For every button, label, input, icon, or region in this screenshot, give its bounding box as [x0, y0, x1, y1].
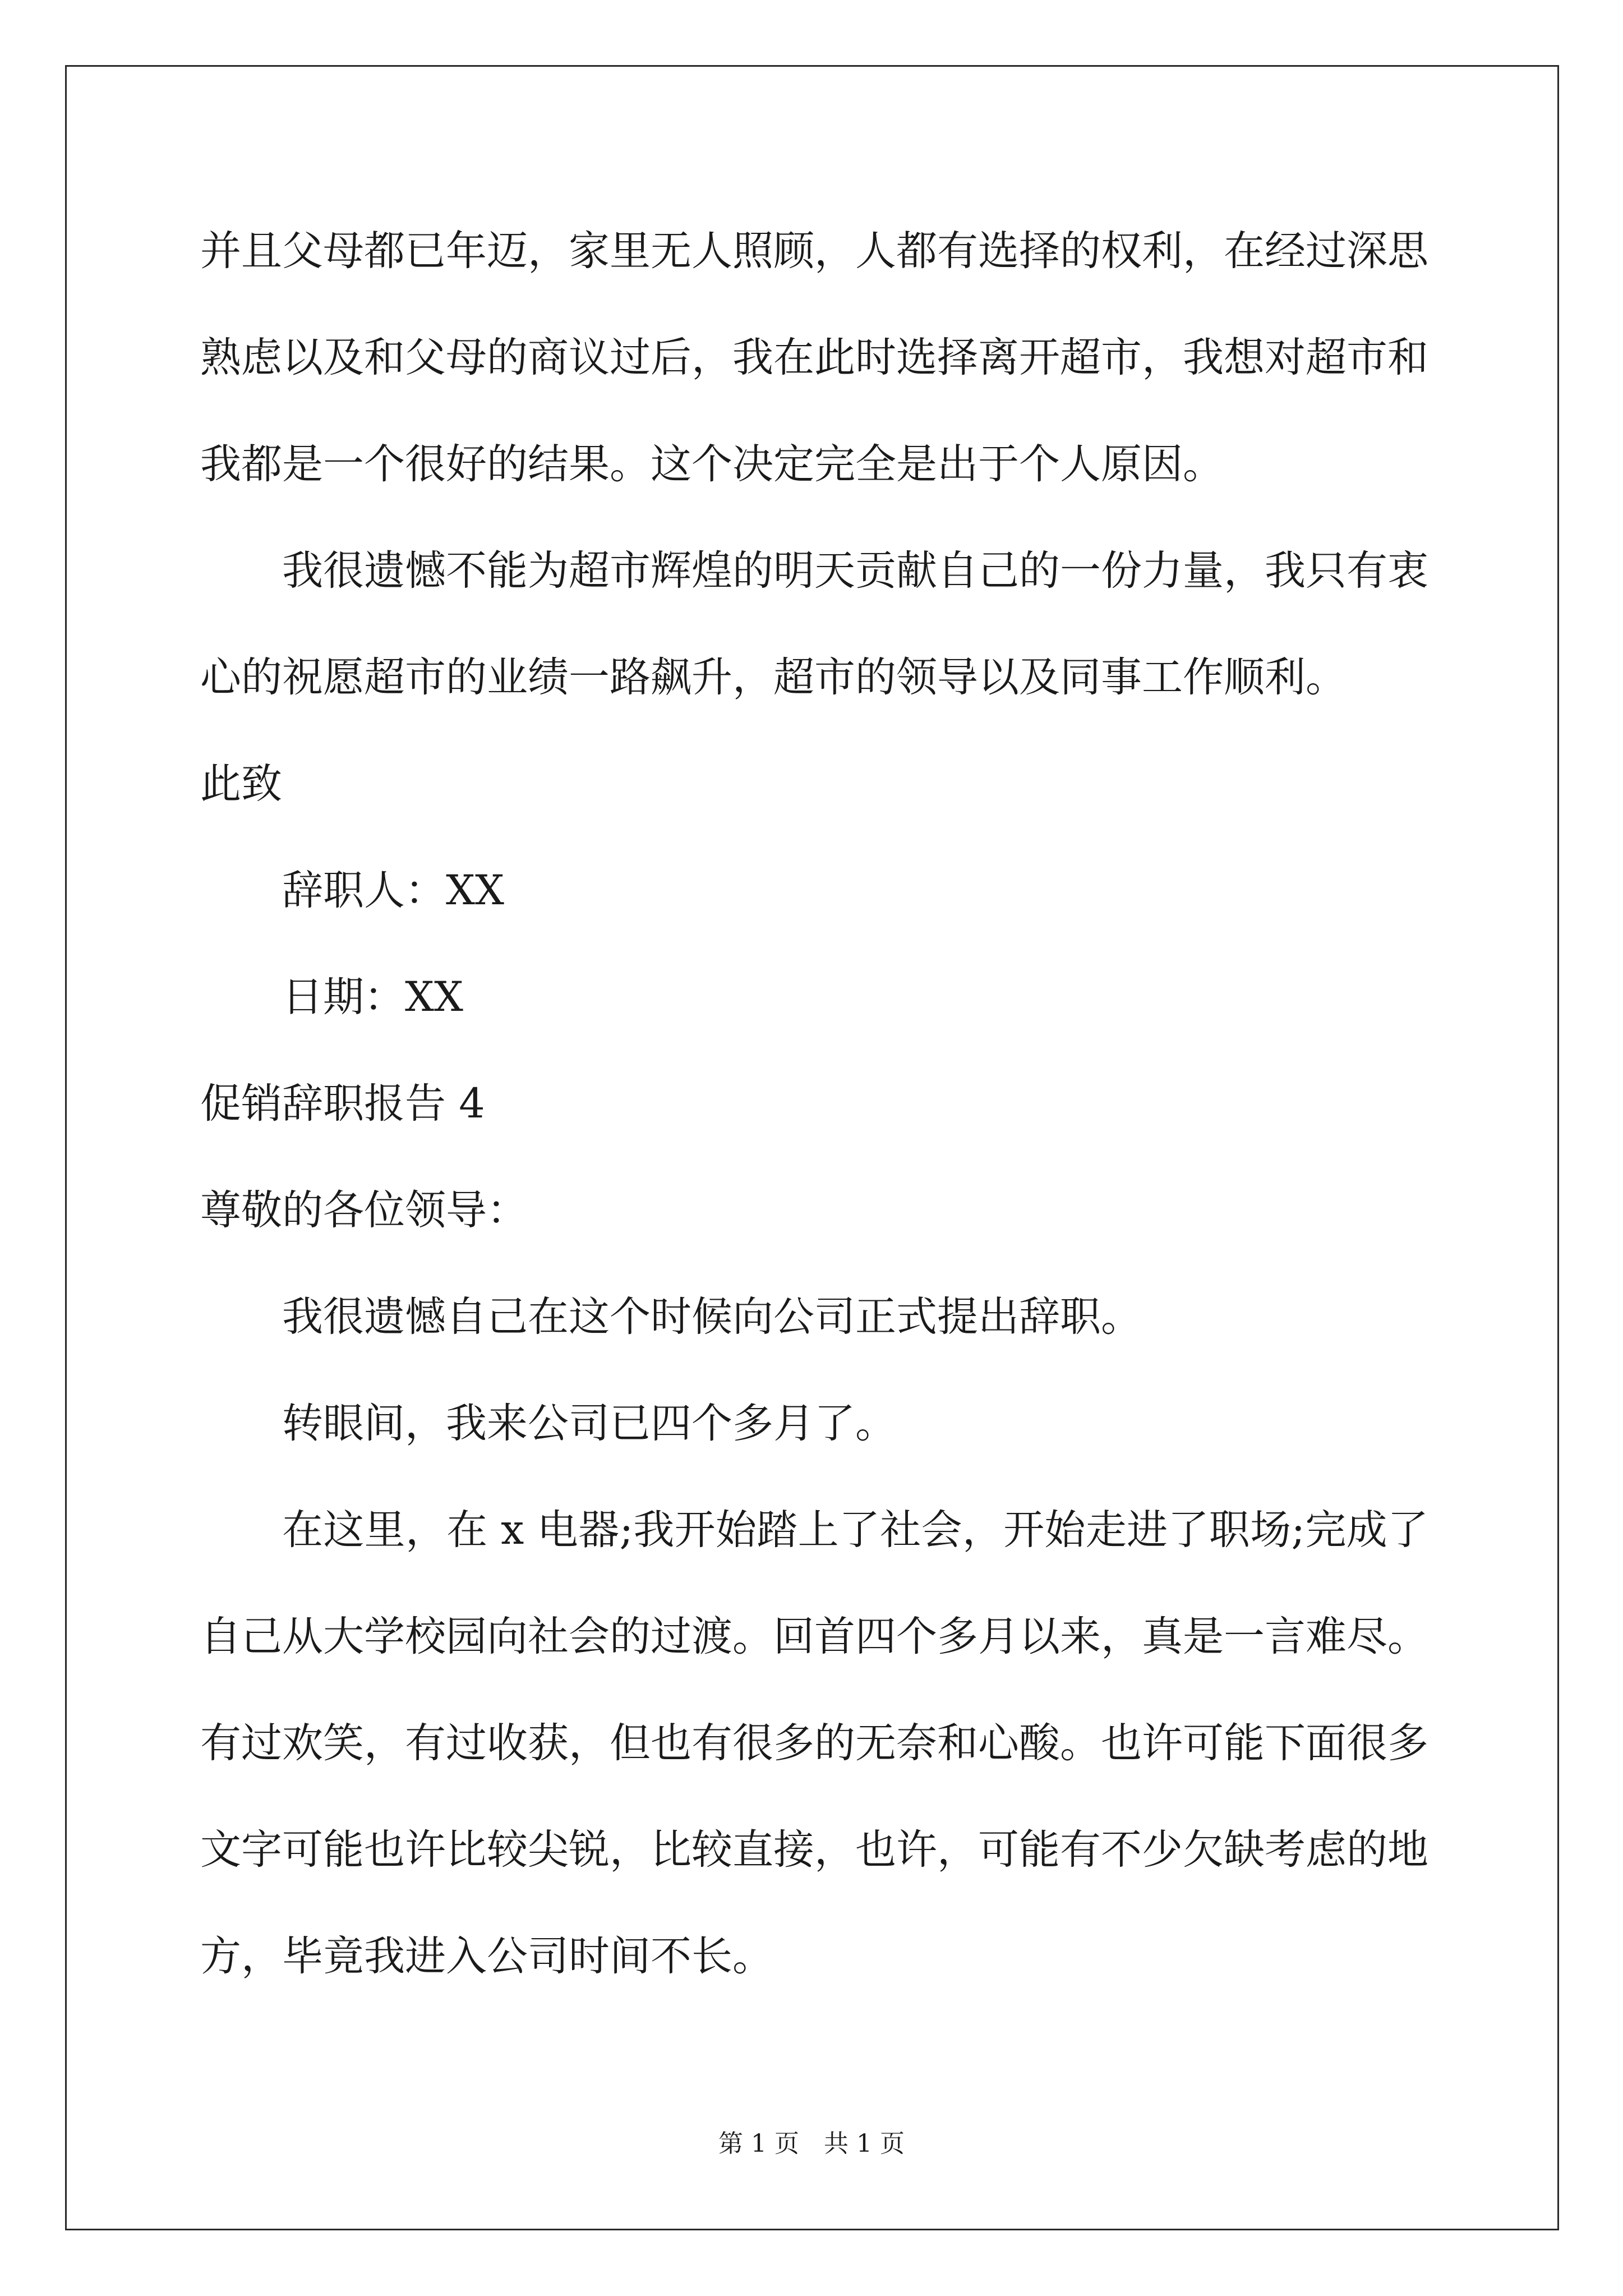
text-line: 心的祝愿超市的业绩一路飙升，超市的领导以及同事工作顺利。 [200, 654, 1347, 701]
signer-line: 辞职人：XX [282, 867, 504, 914]
text-line: 熟虑以及和父母的商议过后，我在此时选择离开超市，我想对超市和 [200, 334, 1428, 381]
text-line: 我都是一个很好的结果。这个决定完全是出于个人原因。 [200, 440, 1224, 488]
page-number: 第 1 页 共 1 页 [718, 2129, 905, 2158]
text-line: 转眼间，我来公司已四个多月了。 [282, 1400, 896, 1447]
greeting-line: 尊敬的各位领导： [200, 1186, 528, 1234]
date-line: 日期：XX [282, 973, 463, 1021]
text-line: 方，毕竟我进入公司时间不长。 [200, 1932, 773, 1980]
page-border [65, 65, 1559, 2230]
text-line: 在这里，在 x 电器;我开始踏上了社会，开始走进了职场;完成了 [282, 1506, 1428, 1554]
text-line: 我很遗憾不能为超市辉煌的明天贡献自己的一份力量，我只有衷 [282, 547, 1428, 595]
text-line: 文字可能也许比较尖锐，比较直接，也许，可能有不少欠缺考虑的地 [200, 1826, 1428, 1874]
text-line: 自己从大学校园向社会的过渡。回首四个多月以来，真是一言难尽。 [200, 1613, 1428, 1660]
closing-salutation: 此致 [200, 760, 282, 808]
text-line: 并且父母都已年迈，家里无人照顾，人都有选择的权利，在经过深思 [200, 227, 1428, 275]
section-title: 促销辞职报告 4 [200, 1080, 485, 1128]
text-line: 有过欢笑，有过收获，但也有很多的无奈和心酸。也许可能下面很多 [200, 1719, 1428, 1767]
text-line: 我很遗憾自己在这个时候向公司正式提出辞职。 [282, 1293, 1142, 1341]
